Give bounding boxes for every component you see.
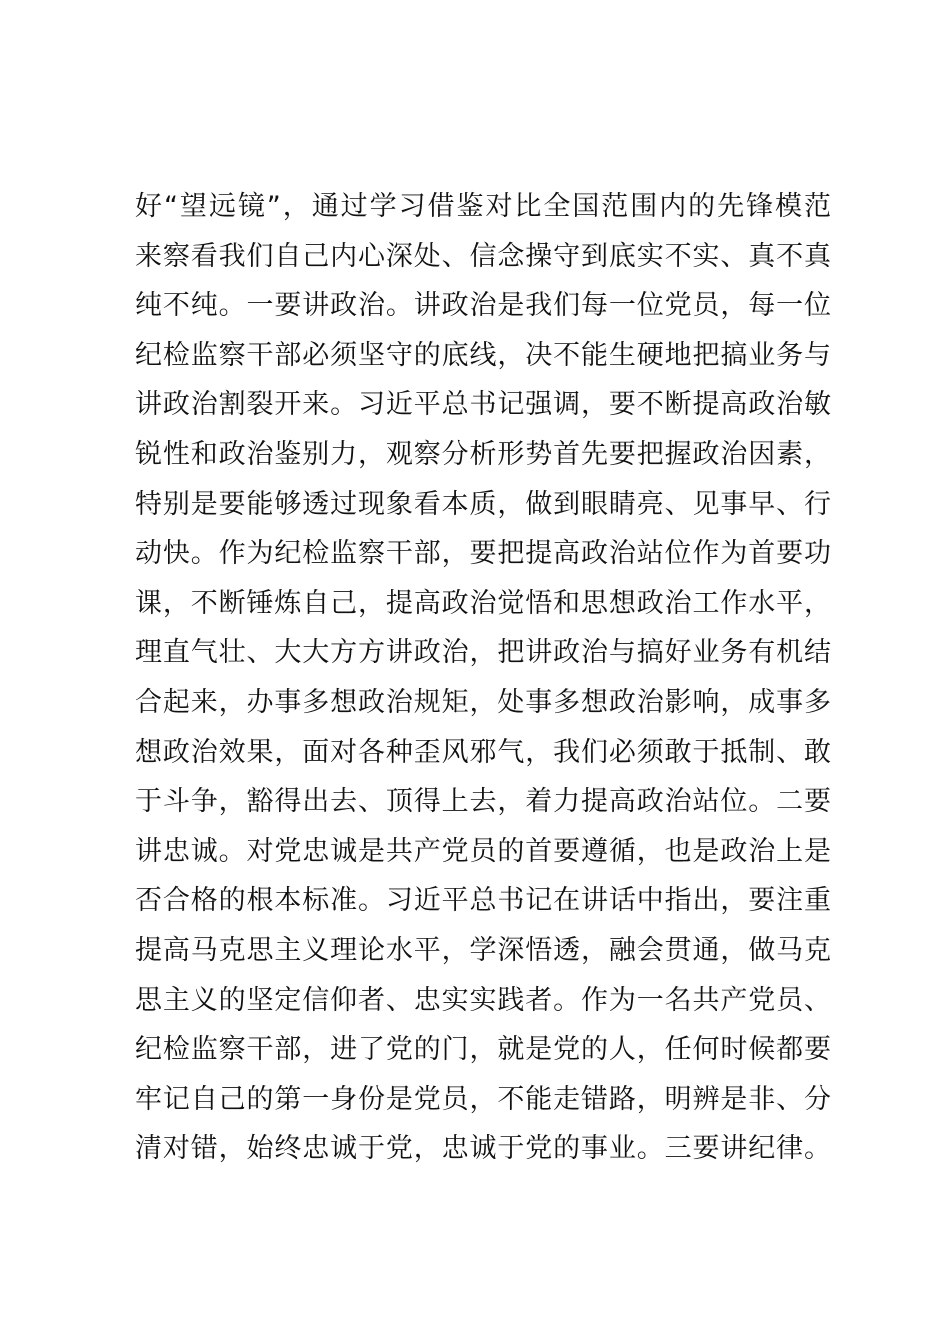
- text-line: 锐性和政治鉴别力，观察分析形势首先要把握政治因素，: [135, 438, 831, 470]
- text-line: 否合格的根本标准。习近平总书记在讲话中指出，要注重: [135, 885, 831, 917]
- text-line: 动快。作为纪检监察干部，要把提高政治站位作为首要功: [135, 538, 831, 570]
- text-line: 牢记自己的第一身份是党员，不能走错路，明辨是非、分: [135, 1083, 831, 1115]
- text-line: 合起来，办事多想政治规矩，处事多想政治影响，成事多: [135, 686, 831, 718]
- text-line: 好“望远镜”，通过学习借鉴对比全国范围内的先锋模范: [135, 191, 831, 222]
- text-line: 清对错，始终忠诚于党，忠诚于党的事业。三要讲纪律。: [135, 1133, 831, 1165]
- text-line: 纯不纯。一要讲政治。讲政治是我们每一位党员，每一位: [135, 290, 831, 322]
- text-line: 想政治效果，面对各种歪风邪气，我们必须敢于抵制、敢: [135, 736, 831, 768]
- text-line: 于斗争，豁得出去、顶得上去，着力提高政治站位。二要: [135, 786, 831, 818]
- body-paragraph: [135, 182, 831, 1174]
- text-line: 提高马克思主义理论水平，学深悟透，融会贯通，做马克: [135, 934, 831, 966]
- text-line: 纪检监察干部必须坚守的底线，决不能生硬地把搞业务与: [135, 339, 831, 371]
- text-line: 思主义的坚定信仰者、忠实实践者。作为一名共产党员、: [135, 984, 831, 1016]
- text-line: 来察看我们自己内心深处、信念操守到底实不实、真不真: [135, 240, 831, 272]
- text-line: 讲忠诚。对党忠诚是共产党员的首要遵循，也是政治上是: [135, 835, 831, 867]
- text-line: 纪检监察干部，进了党的门，就是党的人，任何时候都要: [135, 1034, 831, 1066]
- text-line: 理直气壮、大大方方讲政治，把讲政治与搞好业务有机结: [135, 637, 831, 669]
- text-line: 课，不断锤炼自己，提高政治觉悟和思想政治工作水平，: [135, 587, 831, 619]
- text-line: 特别是要能够透过现象看本质，做到眼睛亮、见事早、行: [135, 488, 831, 520]
- text-line: 讲政治割裂开来。习近平总书记强调，要不断提高政治敏: [135, 389, 831, 421]
